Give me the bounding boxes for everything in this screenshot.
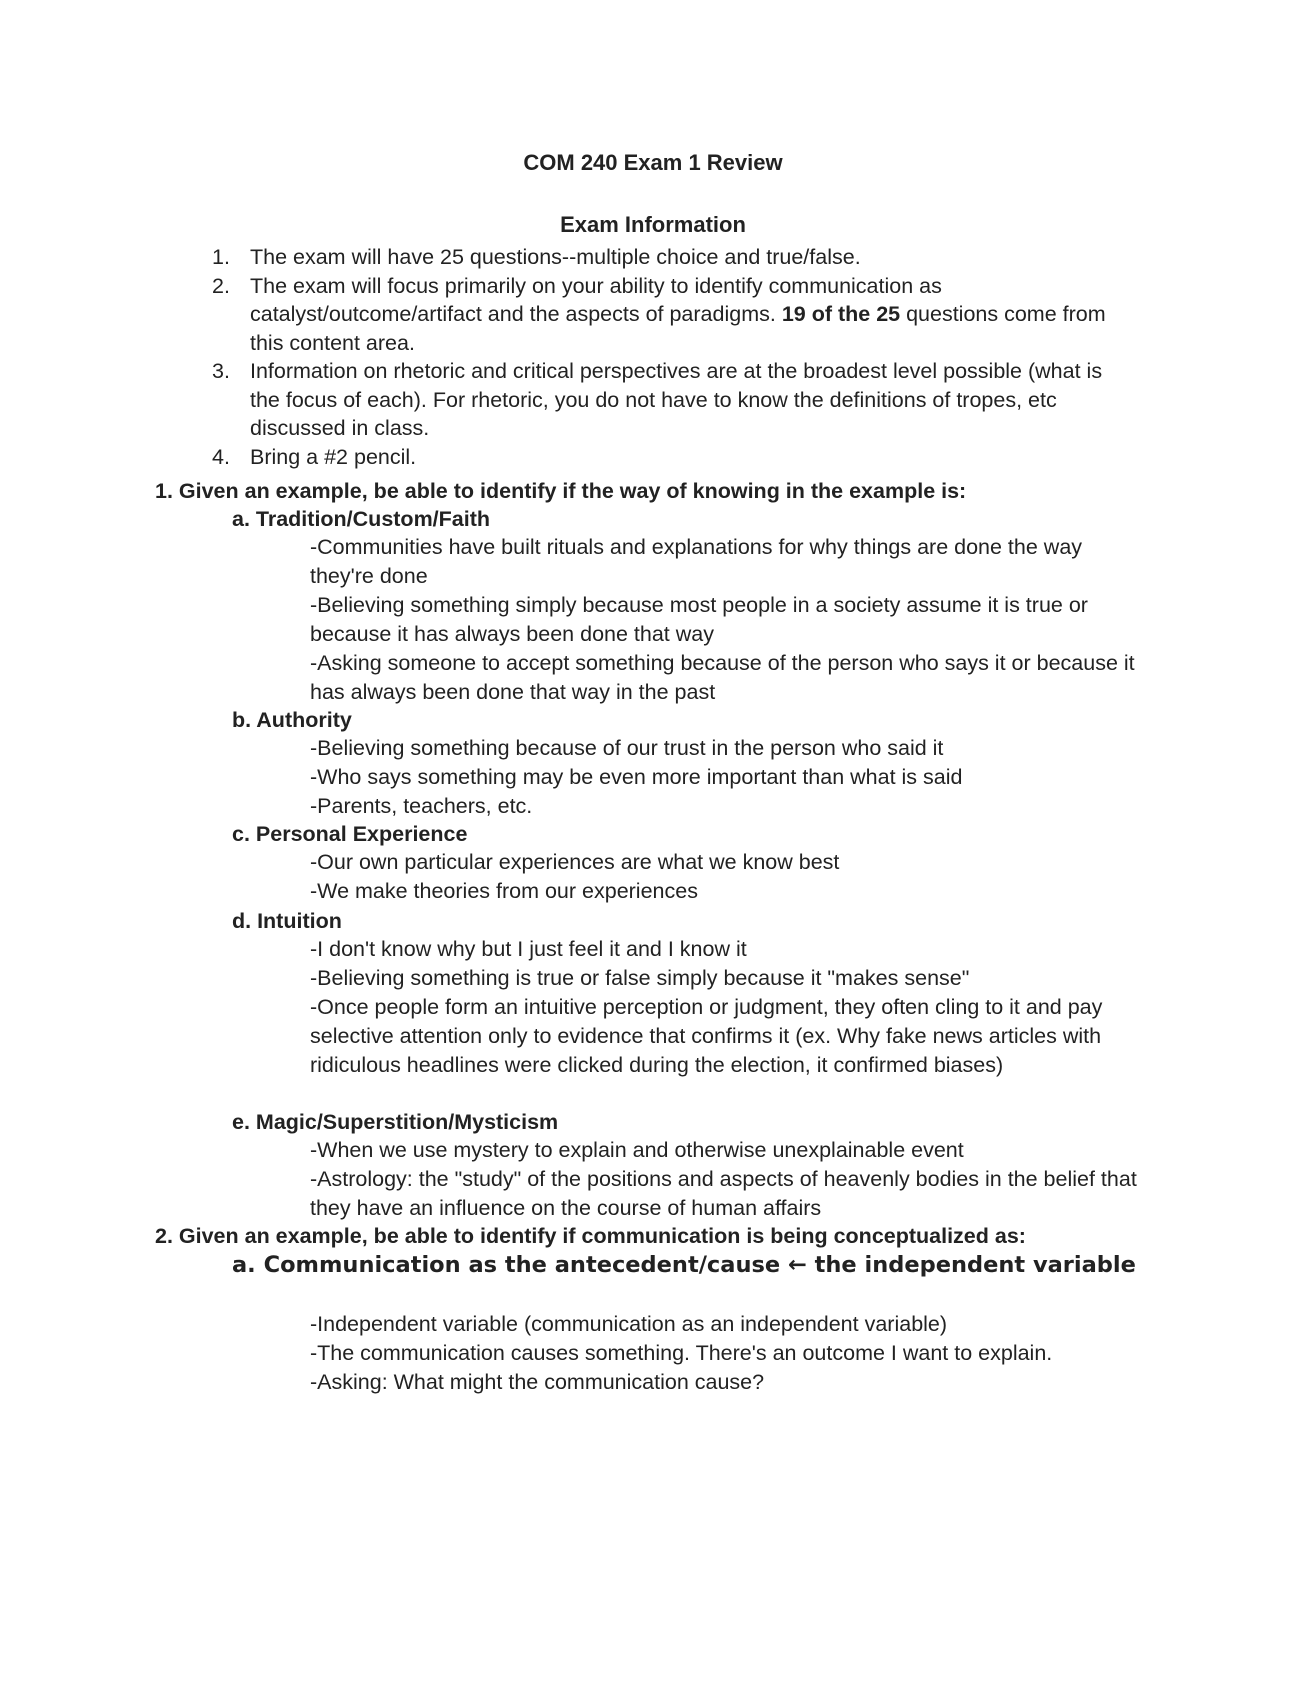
question-1-heading: 1. Given an example, be able to identify if the way of knowing in the example is: [155,479,967,503]
question-2-heading: 2. Given an example, be able to identify if communication is being conceptualized as: [155,1224,1026,1248]
list-item: 4. Bring a #2 pencil. [212,444,417,469]
list-item: -I don't know why but I just feel it and I know it [310,937,747,961]
section-authority: b. Authority [232,708,352,732]
list-item: -We make theories from our experiences [310,879,698,903]
list-item: -Once people form an intuitive perception or judgment, they often cling to it and pay selective attention only to evidence that confirms it (ex. Why fake news articles with ridiculous headlines were clicked during the election, it confirmed biases) [310,995,1103,1077]
list-item: -Parents, teachers, etc. [310,794,533,818]
list-item: -When we use mystery to explain and otherwise unexplainable event [310,1138,964,1162]
list-item: -Who says something may be even more important than what is said [310,765,963,789]
document-title: COM 240 Exam 1 Review [523,150,783,175]
list-item: -Believing something simply because most people in a society assume it is true or because it has always been done that way [310,593,1088,646]
list-item: -Independent variable (communication as an independent variable) [310,1312,948,1336]
list-item: -Believing something because of our trust in the person who said it [310,736,944,760]
list-item: 3. Information on rhetoric and critical perspectives are at the broadest level possible (what is the focus of each). For rhetoric, you do not have to know the definitions of tropes, etc discussed in class. [212,359,1103,440]
section-antecedent-cause: a. Communication as the antecedent/cause ← the independent variable [232,1252,1136,1278]
list-item: -Believing something is true or false simply because it "makes sense" [310,966,970,990]
list-item: -Asking: What might the communication cause? [310,1370,765,1394]
section-intuition: d. Intuition [232,909,342,933]
antecedent-bullets [310,1310,1150,1397]
section-tradition: a. Tradition/Custom/Faith [232,507,491,531]
list-item: 2. The exam will focus primarily on your ability to identify communication as catalyst/outcome/artifact and the aspects of paradigms. 19 of the 25 questions come from this content area. [212,273,1106,355]
intuition-bullets [310,935,1150,1080]
exam-info-heading: Exam Information [560,212,746,237]
authority-bullets [310,734,1150,821]
exam-info-list [212,243,1112,471]
magic-bullets [310,1136,1150,1223]
tradition-bullets [310,533,1150,707]
list-item: -Asking someone to accept something because of the person who says it or because it has always been done that way in the past [310,651,1135,704]
personal-experience-bullets [310,848,1150,906]
list-item: -The communication causes something. There's an outcome I want to explain. [310,1341,1053,1365]
list-item: -Astrology: the "study" of the positions and aspects of heavenly bodies in the belief that they have an influence on the course of human affairs [310,1167,1137,1220]
list-item: 1. The exam will have 25 questions--multiple choice and true/false. [212,245,861,269]
emphasis: 19 of the 25 [781,302,901,326]
list-item: -Our own particular experiences are what we know best [310,850,840,874]
list-item: -Communities have built rituals and explanations for why things are done the way they're done [310,535,1083,588]
section-magic: e. Magic/Superstition/Mysticism [232,1110,559,1134]
section-personal-experience: c. Personal Experience [232,822,468,846]
